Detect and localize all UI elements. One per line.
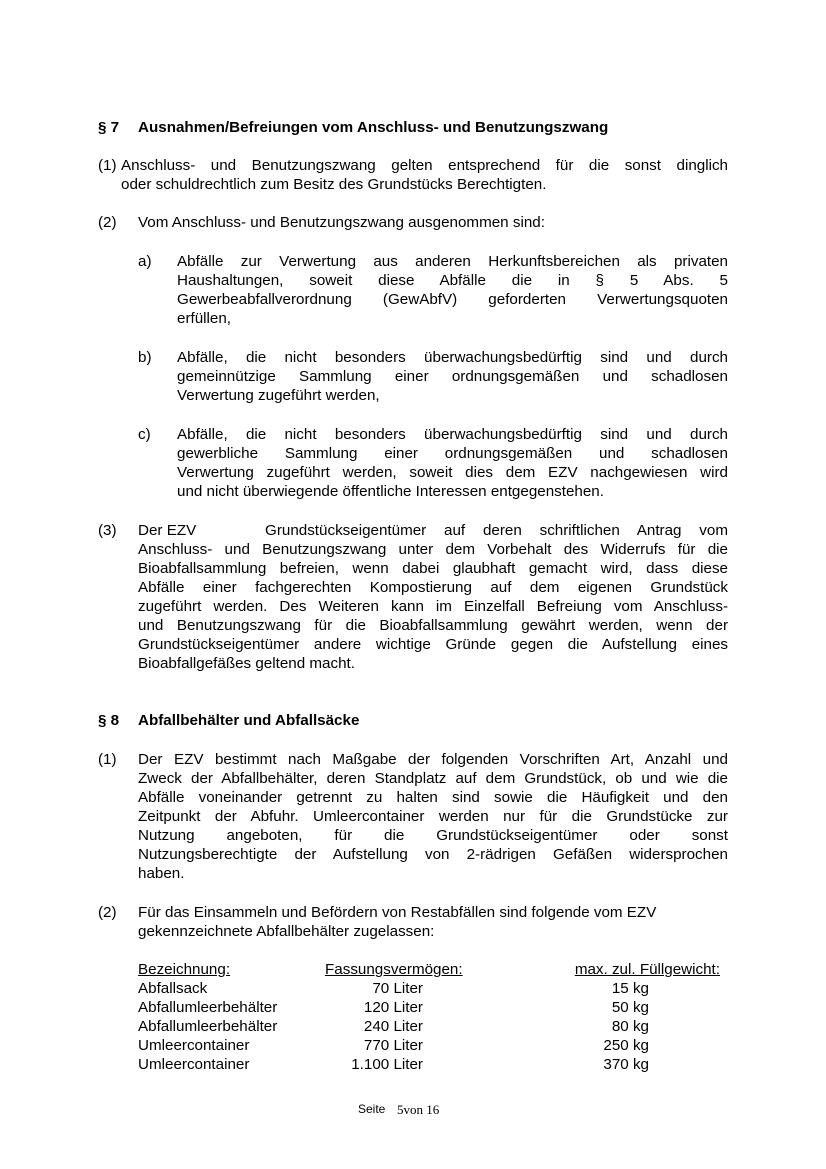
s8-p1-line: haben. <box>138 865 185 882</box>
s7-p3-line: Grundstückseigentümer andere wichtige Gründe gegen die Aufstellung eines <box>138 636 728 653</box>
s7-p1-number: (1) <box>98 157 117 174</box>
section-8-number: § 8 <box>98 712 120 729</box>
table-header-weight: max. zul. Füllgewicht: <box>574 961 720 978</box>
s7-p3-line: Bioabfallgefäßes geltend macht. <box>138 655 355 672</box>
item-a-line: Haushaltungen, soweit diese Abfälle die in § 5 Abs. 5 <box>177 272 728 289</box>
s7-p2-number: (2) <box>98 214 117 231</box>
s7-p3-line: und Benutzungszwang für die Bioabfallsammlung gewährt werden, wenn der <box>138 617 728 634</box>
s7-p3-number: (3) <box>98 522 117 539</box>
item-a-line: Abfälle zur Verwertung aus anderen Herkunftsbereichen als privaten <box>177 253 728 270</box>
s8-p1-line: Nutzung angeboten, für die Grundstückseigentümer oder sonst <box>138 827 728 844</box>
s7-p3-line: Grundstückseigentümer auf deren schriftlichen Antrag vom <box>265 522 728 539</box>
s8-p2-line: Für das Einsammeln und Befördern von Restabfällen sind folgende vom EZV <box>138 904 657 921</box>
item-b-line: Verwertung zugeführt werden, <box>177 387 380 404</box>
table-cell-capacity: 240 Liter <box>363 1018 423 1035</box>
item-b-line: gemeinnützige Sammlung einer ordnungsgemäßen und schadlosen <box>177 368 728 385</box>
s8-p2-line: gekennzeichnete Abfallbehälter zugelassen: <box>138 923 435 940</box>
s7-p3-line: Bioabfallsammlung befreien, wenn dabei glaubhaft gemacht wird, dass diese <box>138 560 728 577</box>
item-c-label: c) <box>138 426 151 443</box>
table-cell-name: Umleercontainer <box>138 1037 250 1054</box>
item-c-line: Verwertung zugeführt werden, soweit dies dem EZV nachgewiesen wird <box>177 464 728 481</box>
table-cell-name: Abfallsack <box>138 980 208 997</box>
item-c-line: Abfälle, die nicht besonders überwachungsbedürftig sind und durch <box>177 426 728 443</box>
s8-p1-line: Nutzungsberechtigte der Aufstellung von 2-rädrigen Gefäßen widersprochen <box>138 846 728 863</box>
s8-p1-line: Der EZV bestimmt nach Maßgabe der folgenden Vorschriften Art, Anzahl und <box>138 751 728 768</box>
s8-p1-line: Abfälle voneinander getrennt zu halten sind sowie die Häufigkeit und den <box>138 789 728 806</box>
s7-p3-line: Der EZV <box>138 522 197 539</box>
table-cell-name: Umleercontainer <box>138 1056 250 1073</box>
table-cell-capacity: 120 Liter <box>363 999 423 1016</box>
s7-p3-line: zugeführt werden. Des Weiteren kann im Einzelfall Befreiung vom Anschluss- <box>138 598 728 615</box>
table-cell-weight: 250 kg <box>603 1037 649 1054</box>
item-c-line: und nicht überwiegende öffentliche Interessen entgegenstehen. <box>177 483 604 500</box>
s7-p3-line: Abfälle einer fachgerechten Kompostierung auf dem eigenen Grundstück <box>138 579 728 596</box>
item-b-label: b) <box>138 349 152 366</box>
section-8-heading: Abfallbehälter und Abfallsäcke <box>138 712 360 729</box>
table-cell-capacity: 1.100 Liter <box>351 1056 423 1073</box>
table-cell-capacity: 770 Liter <box>363 1037 423 1054</box>
s8-p1-line: Zeitpunkt der Abfuhr. Umleercontainer werden nur für die Grundstücke zur <box>138 808 728 825</box>
s7-p2-text: Vom Anschluss- und Benutzungszwang ausgenommen sind: <box>138 214 545 231</box>
s7-p1-line: oder schuldrechtlich zum Besitz des Grundstücks Berechtigten. <box>121 176 547 193</box>
s7-p3-line: Anschluss- und Benutzungszwang unter dem Vorbehalt des Widerrufs für die <box>138 541 728 558</box>
item-b-line: Abfälle, die nicht besonders überwachungsbedürftig sind und durch <box>177 349 728 366</box>
s8-p1-number: (1) <box>98 751 117 768</box>
item-a-line: erfüllen, <box>177 310 232 327</box>
table-cell-weight: 15 kg <box>611 980 649 997</box>
s7-p1-line: Anschluss- und Benutzungszwang gelten entsprechend für die sonst dinglich <box>121 157 728 174</box>
section-7-number: § 7 <box>98 119 120 136</box>
footer-page-number: 5von 16 <box>397 1102 440 1117</box>
s8-p2-number: (2) <box>98 904 117 921</box>
table-cell-capacity: 70 Liter <box>372 980 423 997</box>
table-cell-name: Abfallumleerbehälter <box>138 1018 278 1035</box>
table-cell-weight: 50 kg <box>611 999 649 1016</box>
s8-p1-line: Zweck der Abfallbehälter, deren Standplatz auf dem Grundstück, ob und wie die <box>138 770 728 787</box>
table-cell-name: Abfallumleerbehälter <box>138 999 278 1016</box>
table-header-capacity: Fassungsvermögen: <box>325 961 463 978</box>
table-header-name: Bezeichnung: <box>138 961 231 978</box>
item-c-line: gewerbliche Sammlung einer ordnungsgemäßen und schadlosen <box>177 445 728 462</box>
item-a-line: Gewerbeabfallverordnung (GewAbfV) geforderten Verwertungsquoten <box>177 291 728 308</box>
section-7-heading: Ausnahmen/Befreiungen vom Anschluss- und Benutzungszwang <box>138 119 609 136</box>
item-a-label: a) <box>138 253 152 270</box>
table-cell-weight: 370 kg <box>603 1056 649 1073</box>
table-cell-weight: 80 kg <box>611 1018 649 1035</box>
footer-page-label: Seite <box>358 1102 386 1116</box>
